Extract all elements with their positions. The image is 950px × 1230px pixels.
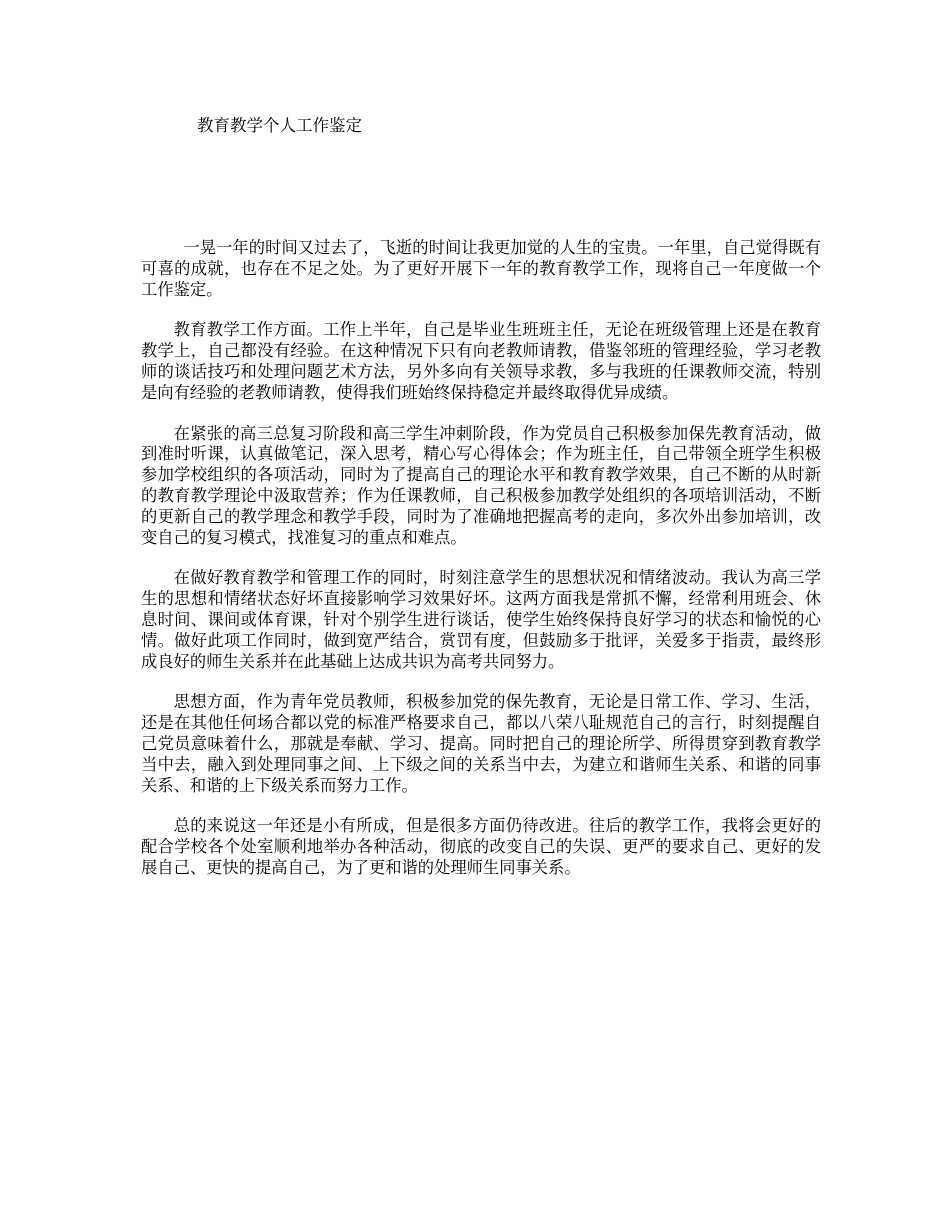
document-body (141, 238, 821, 899)
paragraph-teaching-work: 教育教学工作方面。工作上半年，自己是毕业生班班主任，无论在班级管理上还是在教育教学上，自己都没有经验。在这种情况下只有向老教师请教，借鉴邻班的管理经验，学习老教师的谈话技巧和处理问题艺术方法，另外多向有关领导求教，多与我班的任课教师交流，特别是向有经验的老教师请教，使得我们班始终保持稳定并最终取得优异成绩。 (141, 320, 821, 402)
paragraph-summary: 总的来说这一年还是小有所成，但是很多方面仍待改进。往后的教学工作，我将会更好的配合学校各个处室顺利地举办各种活动，彻底的改变自己的失误、更严的要求自己、更好的发展自己、更快的提高自己，为了更和谐的处理师生同事关系。 (141, 816, 821, 877)
paragraph-ideology: 思想方面，作为青年党员教师，积极参加党的保先教育，无论是日常工作、学习、生活，还是在其他任何场合都以党的标准严格要求自己，都以八荣八耻规范自己的言行，时刻提醒自己党员意味着什么，那就是奉献、学习、提高。同时把自己的理论所学、所得贯穿到教育教学当中去，融入到处理同事之间、上下级之间的关系当中去，为建立和谐师生关系、和谐的同事关系、和谐的上下级关系而努力工作。 (141, 692, 821, 795)
paragraph-student-mindset: 在做好教育教学和管理工作的同时，时刻注意学生的思想状况和情绪波动。我认为高三学生的思想和情绪状态好坏直接影响学习效果好坏。这两方面我是常抓不懈，经常利用班会、休息时间、课间或体育课，针对个别学生进行谈话，使学生始终保持良好学习的状态和愉悦的心情。做好此项工作同时，做到宽严结合，赏罚有度，但鼓励多于批评，关爱多于指责，最终形成良好的师生关系并在此基础上达成共识为高考共同努力。 (141, 568, 821, 671)
document-title: 教育教学个人工作鉴定 (197, 116, 362, 135)
paragraph-review-stage: 在紧张的高三总复习阶段和高三学生冲刺阶段，作为党员自己积极参加保先教育活动，做到准时听课，认真做笔记，深入思考，精心写心得体会；作为班主任，自己带领全班学生积极参加学校组织的各项活动，同时为了提高自己的理论水平和教育教学效果，自己不断的从时新的教育教学理论中汲取营养；作为任课教师，自己积极参加教学处组织的各项培训活动，不断的更新自己的教学理念和教学手段，同时为了准确地把握高考的走向，多次外出参加培训，改变自己的复习模式，找准复习的重点和难点。 (141, 423, 821, 547)
paragraph-intro: 一晃一年的时间又过去了，飞逝的时间让我更加觉的人生的宝贵。一年里，自己觉得既有可喜的成就，也存在不足之处。为了更好开展下一年的教育教学工作，现将自己一年度做一个工作鉴定。 (141, 238, 821, 299)
